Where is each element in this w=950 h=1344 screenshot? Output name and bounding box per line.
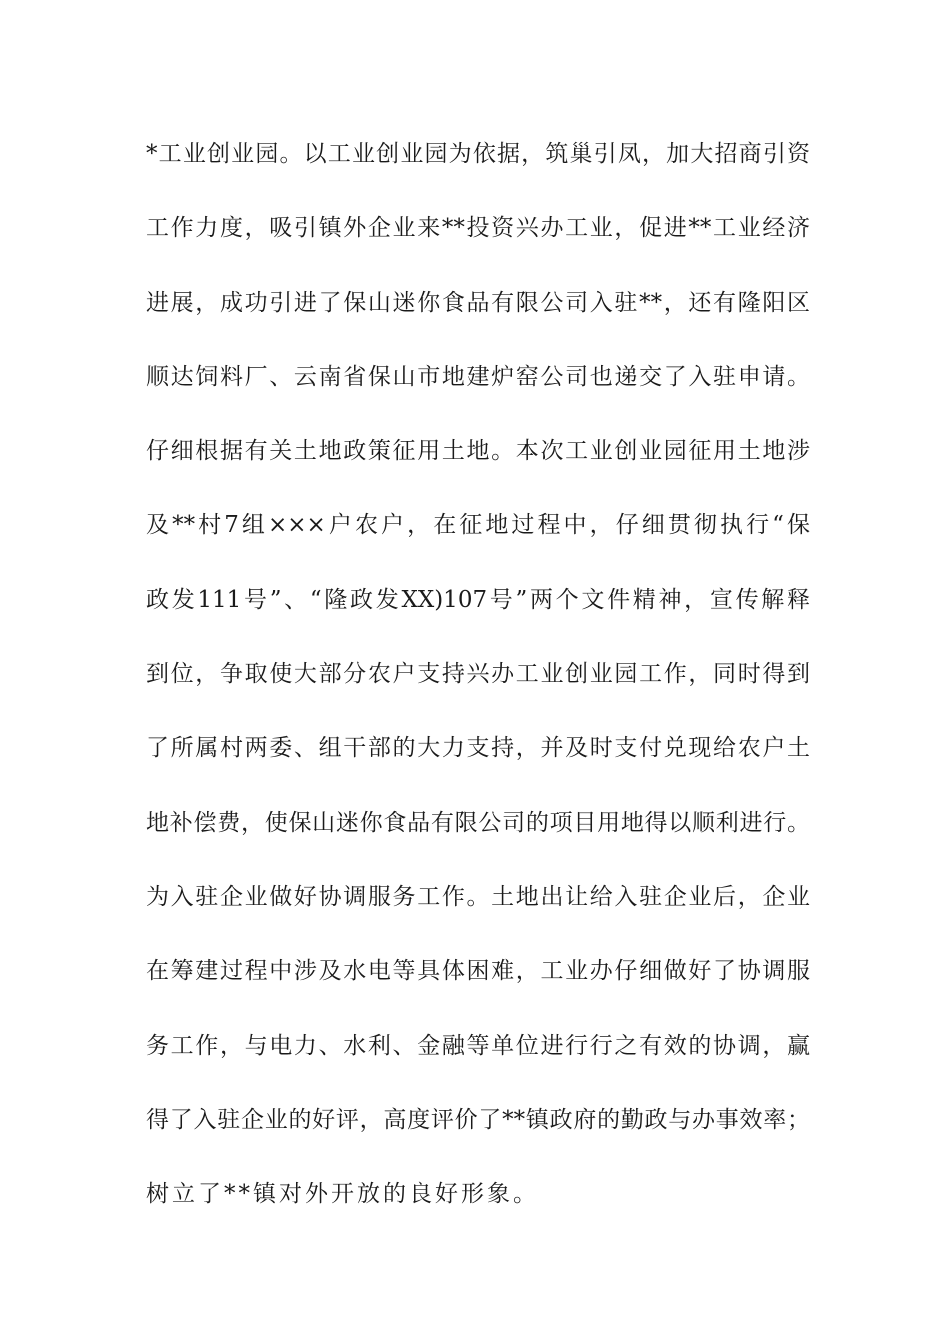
text-line-15: 树立了**镇对外开放的良好形象。 [146,1181,539,1208]
text-line-13: 务工作，与电力、水利、金融等单位进行行之有效的协调，赢 [146,1032,810,1059]
text-line-11: 为入驻企业做好协调服务工作。土地出让给入驻企业后，企业 [146,883,810,910]
text-line-14: 得了入驻企业的好评，高度评价了**镇政府的勤政与办事效率； [146,1106,810,1133]
text-line-6: 及**村7组×××户农户，在征地过程中，仔细贯彻执行“保 [146,512,810,539]
text-line-10: 地补偿费，使保山迷你食品有限公司的项目用地得以顺利进行。 [146,809,810,836]
document-body [146,128,810,1242]
text-line-1: *工业创业园。以工业创业园为依据，筑巢引凤，加大招商引资 [146,141,810,167]
text-line-4: 顺达饲料厂、云南省保山市地建炉窑公司也递交了入驻申请。 [146,363,810,390]
text-line-12: 在筹建过程中涉及水电等具体困难，工业办仔细做好了协调服 [146,958,810,985]
text-line-9: 了所属村两委、组干部的大力支持，并及时支付兑现给农户土 [146,735,810,762]
text-line-3: 进展，成功引进了保山迷你食品有限公司入驻**，还有隆阳区 [146,289,810,316]
text-line-5: 仔细根据有关土地政策征用土地。本次工业创业园征用土地涉 [146,438,810,465]
text-line-8: 到位，争取使大部分农户支持兴办工业创业园工作，同时得到 [146,661,810,688]
text-line-7: 政发111号”、“隆政发XX)107号”两个文件精神，宣传解释 [146,586,810,613]
text-line-2: 工作力度，吸引镇外企业来**投资兴办工业，促进**工业经济 [146,215,810,242]
